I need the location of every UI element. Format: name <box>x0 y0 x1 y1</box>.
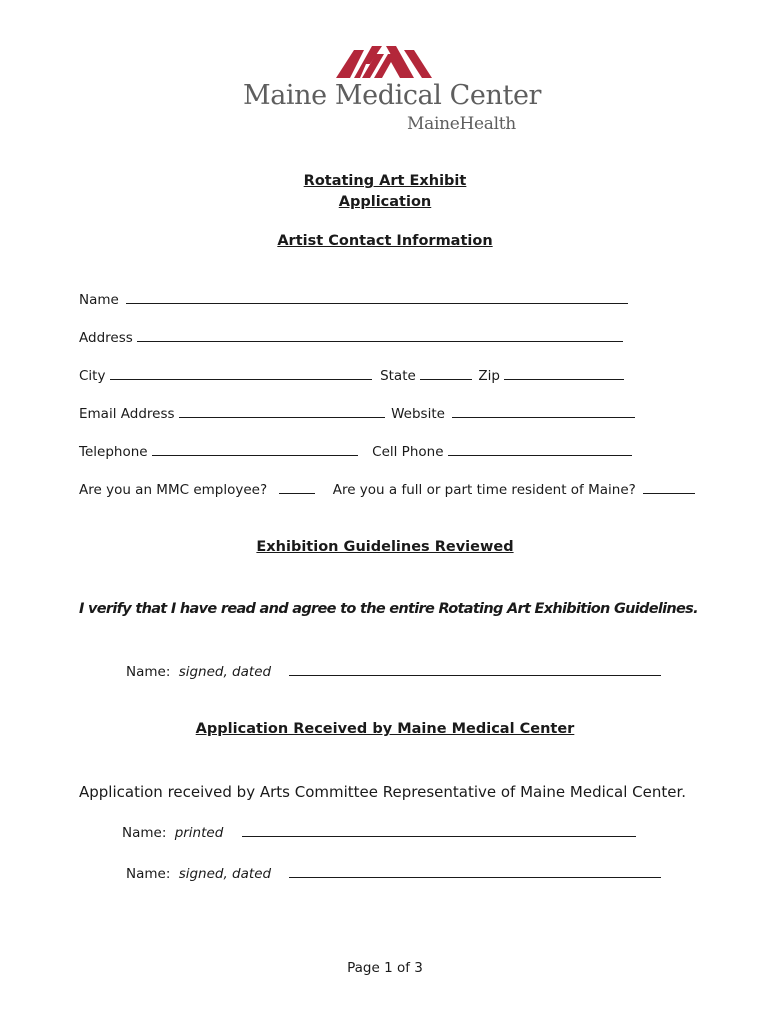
signature-2-label: Name: <box>122 825 167 841</box>
name-label: Name <box>79 292 119 308</box>
email-label: Email Address <box>79 406 175 422</box>
signature-row-1 <box>126 663 661 680</box>
page-number: Page 1 of 3 <box>347 960 423 976</box>
section-received-heading: Application Received by Maine Medical Center <box>195 721 575 737</box>
field-row-city <box>79 367 624 384</box>
signature-3-hint: signed, dated <box>178 866 272 882</box>
section-contact-heading: Artist Contact Information <box>277 233 493 249</box>
field-row-telephone <box>79 443 632 460</box>
telephone-label: Telephone <box>79 444 148 460</box>
zip-field[interactable] <box>504 367 624 380</box>
employee-question: Are you an MMC employee? <box>79 482 268 498</box>
name-field[interactable] <box>126 291 628 304</box>
signature-3-field[interactable] <box>289 865 661 878</box>
state-field[interactable] <box>420 367 472 380</box>
form-subtitle: Application <box>338 194 432 210</box>
signature-1-field[interactable] <box>289 663 661 676</box>
email-field[interactable] <box>179 405 385 418</box>
signature-1-label: Name: <box>126 664 171 680</box>
cell-phone-field[interactable] <box>448 443 632 456</box>
field-row-address <box>79 329 623 346</box>
resident-question: Are you a full or part time resident of Maine? <box>332 482 636 498</box>
resident-answer-field[interactable] <box>643 481 695 494</box>
city-field[interactable] <box>110 367 372 380</box>
telephone-field[interactable] <box>152 443 358 456</box>
cell-phone-label: Cell Phone <box>372 444 444 460</box>
address-label: Address <box>79 330 133 346</box>
zip-label: Zip <box>478 368 500 384</box>
logo-subtitle: MaineHealth <box>407 114 516 134</box>
signature-row-2 <box>122 824 636 841</box>
received-statement: Application received by Arts Committee Representative of Maine Medical Center. <box>79 783 687 801</box>
field-row-name <box>79 291 628 308</box>
website-label: Website <box>391 406 445 422</box>
field-row-email <box>79 405 635 422</box>
signature-3-label: Name: <box>126 866 171 882</box>
signature-row-3 <box>126 865 661 882</box>
logo-name: Maine Medical Center <box>242 80 542 111</box>
city-label: City <box>79 368 106 384</box>
mmc-logo-icon <box>336 46 432 78</box>
signature-1-hint: signed, dated <box>178 664 272 680</box>
address-field[interactable] <box>137 329 623 342</box>
signature-2-hint: printed <box>174 825 224 841</box>
field-row-questions <box>79 481 695 498</box>
form-title: Rotating Art Exhibit <box>303 173 467 189</box>
section-guidelines-heading: Exhibition Guidelines Reviewed <box>256 539 514 555</box>
employee-answer-field[interactable] <box>279 481 315 494</box>
state-label: State <box>380 368 416 384</box>
website-field[interactable] <box>452 405 635 418</box>
verify-statement: I verify that I have read and agree to the entire Rotating Art Exhibition Guidelines. <box>79 601 698 617</box>
signature-2-field[interactable] <box>242 824 636 837</box>
